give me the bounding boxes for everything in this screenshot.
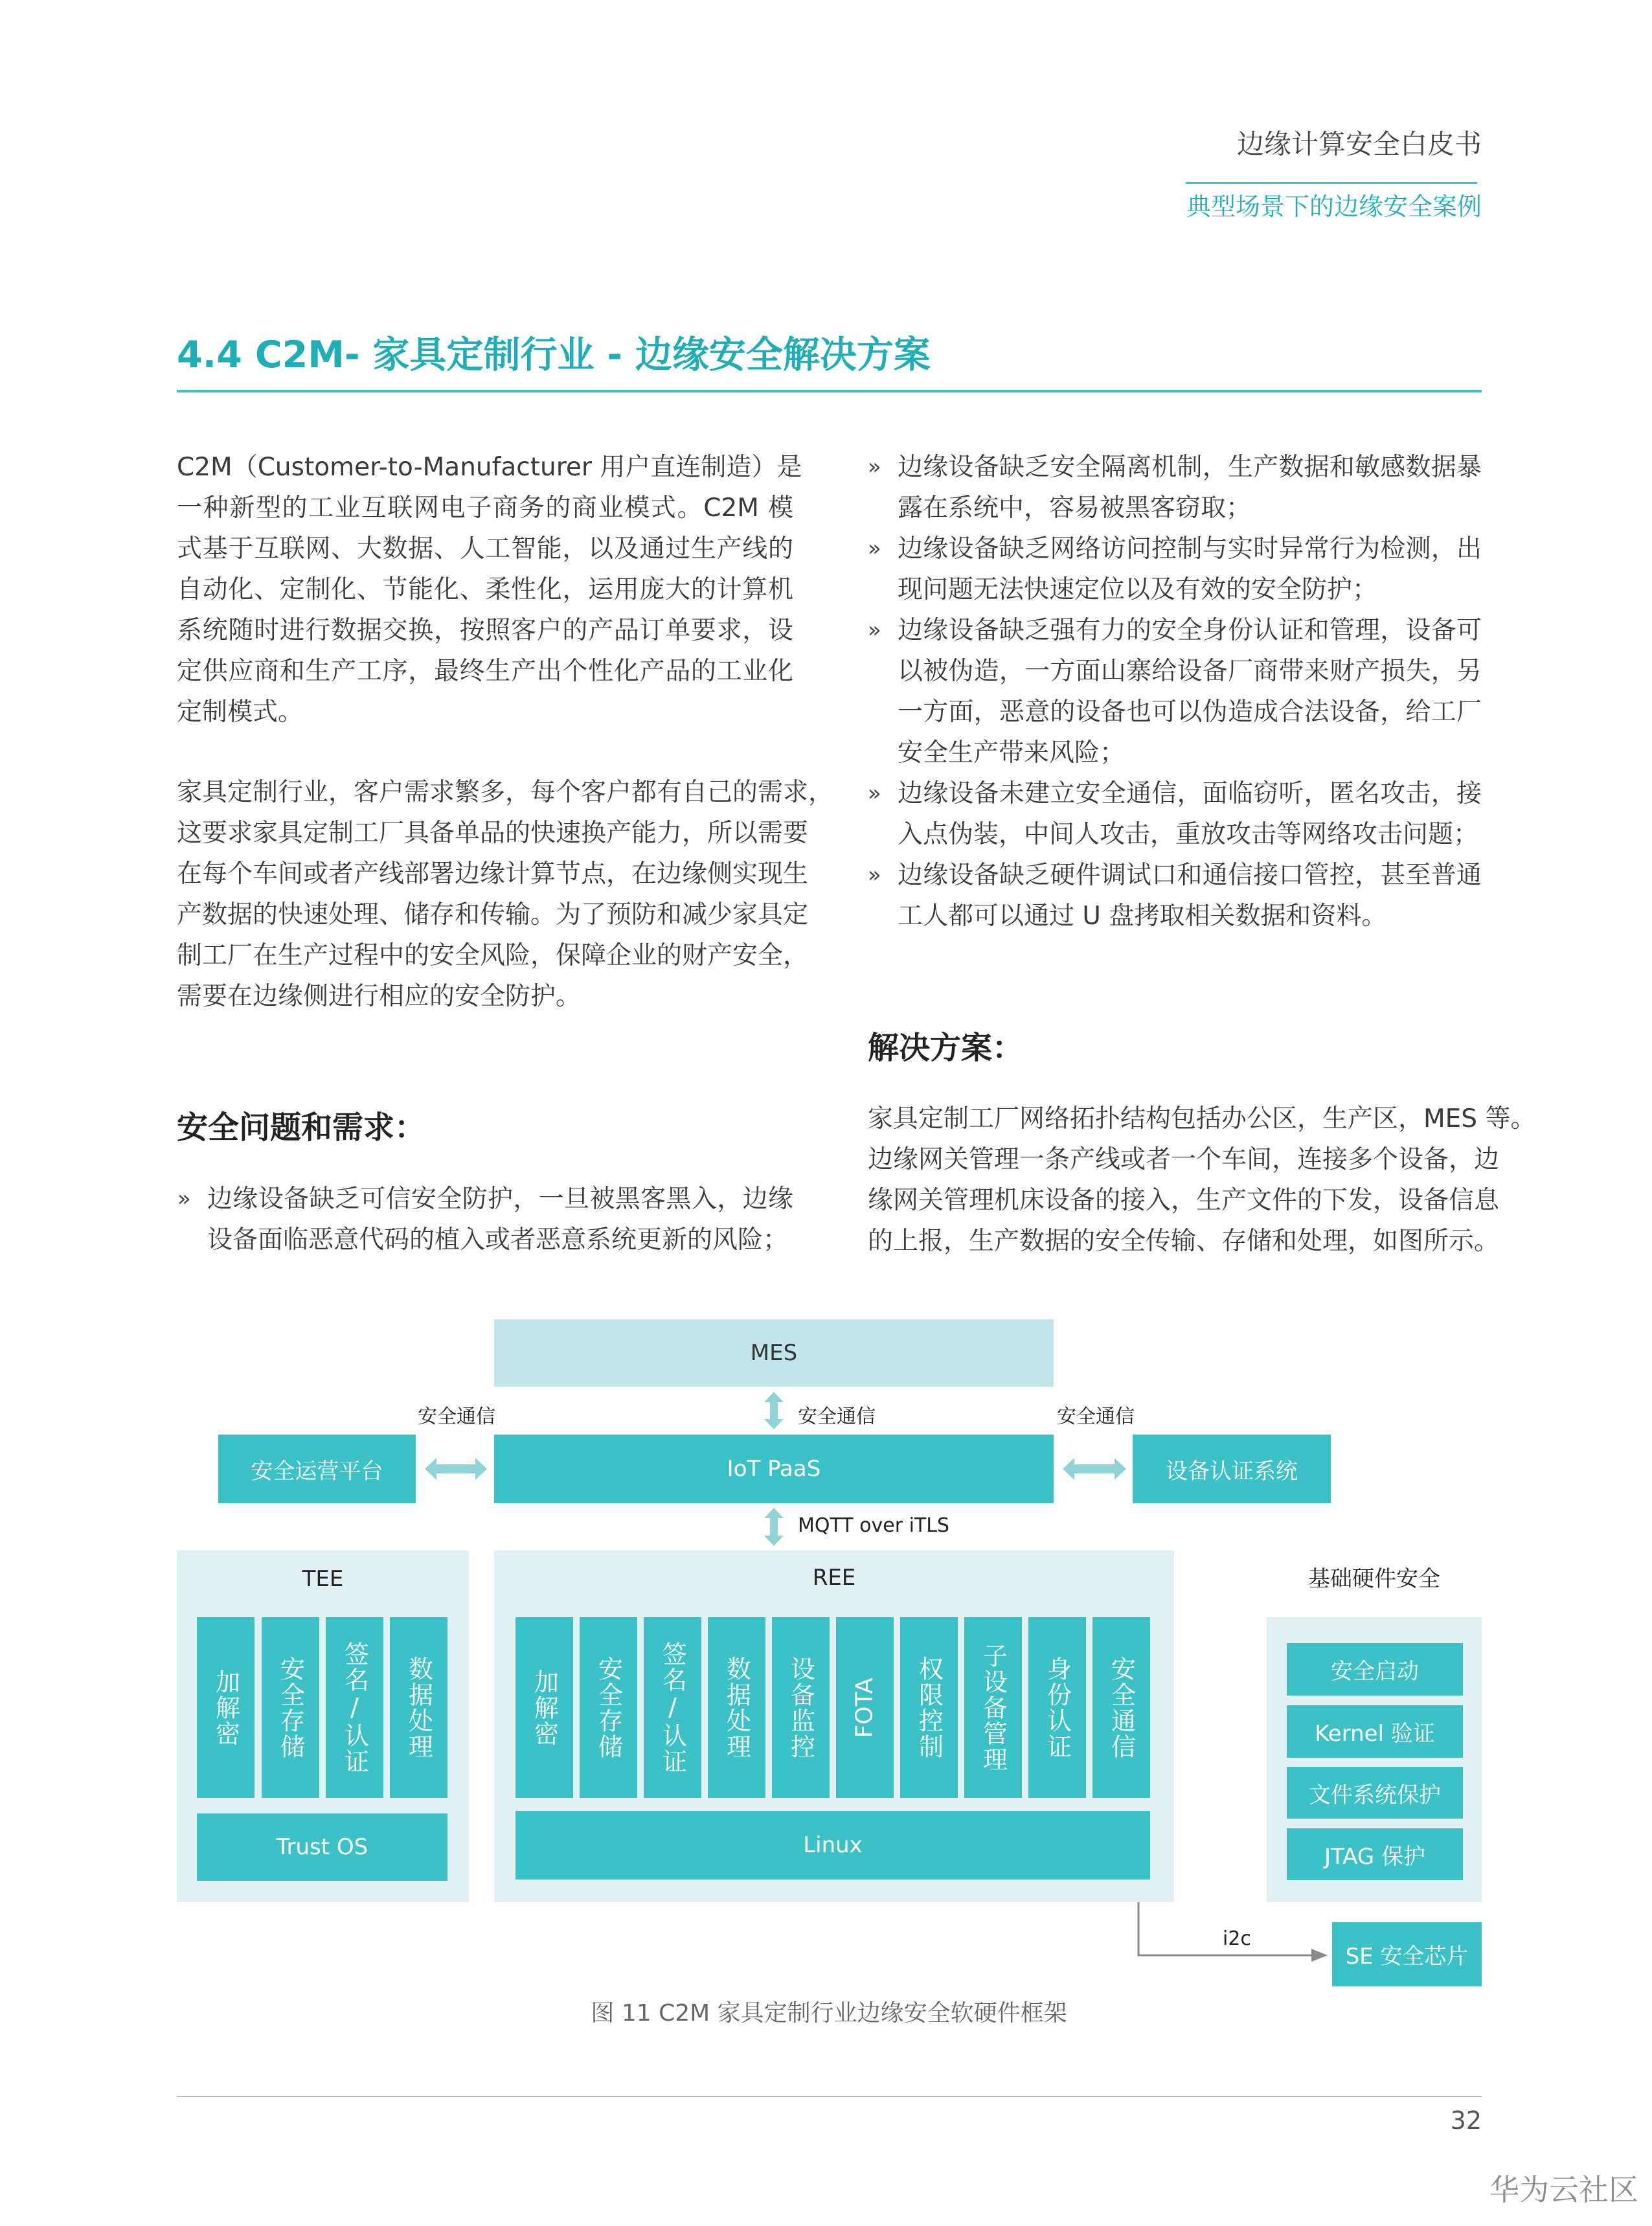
secure-comm-label: 安全通信 [1057,1405,1135,1428]
module-label: 签名/认证 [340,1641,369,1775]
ree-module [964,1617,1022,1798]
box-label: Kernel 验证 [1315,1721,1435,1747]
text-line: 需要在边缘侧进行相应的安全防护。 [177,982,582,1011]
text-line: 露在系统中，容易被黑客窃取； [898,494,1252,523]
problems-list-continued [868,447,1482,937]
list-item [868,528,1482,610]
chapter-subtitle: 典型场景下的边缘安全案例 [1186,192,1482,221]
list-item [868,855,1482,937]
mes-box [494,1319,1054,1387]
text-line: 自动化、定制化、节能化、柔性化，运用庞大的计算机 [177,575,793,604]
ree-module [644,1617,701,1798]
module-label: 安全存储 [276,1655,305,1760]
double-arrow-icon [770,1401,778,1420]
device-auth-system-box [1133,1435,1331,1503]
secure-comm-label: 安全通信 [798,1405,876,1428]
text-line: 边缘设备缺乏硬件调试口和通信接口管控，甚至普通 [898,861,1482,890]
i2c-label: i2c [1223,1927,1251,1950]
linux-box [515,1811,1150,1880]
hw-item [1287,1767,1463,1819]
iot-paas-box [494,1435,1054,1503]
text-line: 安全生产带来风险； [898,738,1126,767]
module-label: 数据处理 [404,1655,433,1760]
text-line: 一方面，恶意的设备也可以伪造成合法设备，给工厂 [898,698,1482,727]
module-label: 签名/认证 [658,1641,687,1775]
bullet-mark: » [868,862,881,888]
list-item [868,447,1482,528]
section-divider [177,390,1482,392]
text-line: 在每个车间或者产线部署边缘计算节点，在边缘侧实现生 [177,859,809,889]
text-line: 定制模式。 [177,698,304,727]
box-label: 设备认证系统 [1166,1458,1298,1484]
mqtt-label: MQTT over iTLS [798,1514,950,1537]
box-label: Linux [803,1832,863,1858]
tee-module [197,1617,255,1798]
text-line: 以被伪造，一方面山寨给设备厂商带来财产损失，另 [898,657,1482,686]
ree-title: REE [812,1565,856,1591]
module-label: 设备监控 [786,1655,815,1760]
text-line: 边缘设备缺乏强有力的安全身份认证和管理，设备可 [898,616,1482,645]
box-label: IoT PaaS [727,1456,821,1482]
tee-module [390,1617,447,1798]
text-line: 边缘设备缺乏可信安全防护，一旦被黑客黑入，边缘 [207,1185,793,1214]
footer-divider [177,2096,1482,2097]
double-arrow-icon [770,1517,778,1537]
secure-comm-label: 安全通信 [418,1405,495,1428]
section-title: 4.4 C2M- 家具定制行业 - 边缘安全解决方案 [177,334,931,376]
industry-paragraph [177,772,834,1017]
text-line: 缘网关管理机床设备的接入，生产文件的下发，设备信息 [868,1186,1500,1215]
tee-title: TEE [302,1566,344,1592]
bullet-mark: » [868,780,881,806]
box-label: 安全运营平台 [251,1458,383,1484]
module-label: 加解密 [530,1668,559,1747]
ree-module [580,1617,637,1798]
hw-item [1287,1705,1463,1758]
list-item [177,1179,793,1260]
document-title: 边缘计算安全白皮书 [1236,128,1482,160]
solution-heading: 解决方案： [868,1030,1024,1066]
bullet-mark: » [868,454,881,480]
problems-heading: 安全问题和需求： [177,1109,426,1146]
box-label: SE 安全芯片 [1345,1944,1469,1970]
ree-module [900,1617,958,1798]
module-label: 身份认证 [1043,1655,1072,1760]
text-line: 系统随时进行数据交换，按照客户的产品订单要求，设 [177,616,793,645]
intro-paragraph [177,447,802,733]
text-line: 入点伪装，中间人攻击，重放攻击等网络攻击问题； [898,820,1479,849]
bullet-mark: » [868,617,881,643]
hw-item [1287,1828,1463,1880]
text-line: 家具定制行业，客户需求繁多，每个客户都有自己的需求， [177,778,834,807]
text-line: 的上报，生产数据的安全传输、存储和处理，如图所示。 [868,1227,1500,1256]
list-item [868,610,1482,773]
box-label: 文件系统保护 [1309,1782,1441,1808]
double-arrow-icon [435,1464,477,1473]
tee-module [262,1617,319,1798]
text-line: 现问题无法快速定位以及有效的安全防护； [898,575,1378,604]
hw-item [1287,1643,1463,1696]
problems-list [177,1179,793,1260]
ree-module [1028,1617,1086,1798]
ree-module [836,1617,894,1798]
tee-module [326,1617,383,1798]
module-label: 子设备管理 [979,1642,1008,1773]
page-number: 32 [1450,2106,1482,2135]
security-ops-platform-box [218,1435,416,1503]
header-divider [1186,182,1477,184]
ree-module [515,1617,573,1798]
text-line: 边缘网关管理一条产线或者一个车间，连接多个设备，边 [868,1145,1500,1174]
double-arrow-icon [1073,1464,1116,1473]
bullet-mark: » [868,536,881,562]
bullet-mark: » [177,1186,191,1212]
ree-module [1092,1617,1150,1798]
solution-paragraph [868,1098,1536,1262]
figure-caption: 图 11 C2M 家具定制行业边缘安全软硬件框架 [591,2000,1067,2027]
trust-os-box [197,1813,447,1881]
text-line: 边缘设备缺乏网络访问控制与实时异常行为检测，出 [898,534,1482,563]
module-label: 加解密 [211,1668,240,1747]
list-item [868,773,1482,855]
text-line: 边缘设备缺乏安全隔离机制，生产数据和敏感数据暴 [898,453,1482,482]
text-line: 定供应商和生产工序，最终生产出个性化产品的工业化 [177,657,793,686]
box-label: JTAG 保护 [1324,1843,1425,1870]
mes-label: MES [750,1340,798,1366]
text-line: 产数据的快速处理、储存和传输。为了预防和减少家具定 [177,900,809,929]
text-line: 边缘设备未建立安全通信，面临窃听，匿名攻击，接 [898,779,1482,808]
ree-module [772,1617,830,1798]
text-line: 这要求家具定制工厂具备单品的快速换产能力，所以需要 [177,819,809,848]
se-chip-box [1332,1922,1482,1986]
text-line: 家具定制工厂网络拓扑结构包括办公区，生产区，MES 等。 [868,1104,1536,1133]
text-line: 工人都可以通过 U 盘拷取相关数据和资料。 [898,902,1387,931]
module-label: 数据处理 [722,1655,751,1760]
module-label: 安全通信 [1107,1655,1136,1760]
box-label: 安全启动 [1331,1659,1419,1685]
watermark: 华为云社区 [1489,2172,1638,2207]
text-line: 一种新型的工业互联网电子商务的商业模式。C2M 模 [177,494,793,523]
module-label: FOTA [851,1677,878,1738]
text-line: 制工厂在生产过程中的安全风险，保障企业的财产安全， [177,941,809,970]
text-line: 式基于互联网、大数据、人工智能，以及通过生产线的 [177,534,793,563]
module-label: 权限控制 [914,1655,944,1760]
text-line: C2M（Customer-to-Manufacturer 用户直连制造）是 [177,453,802,482]
box-label: Trust OS [276,1834,368,1860]
ree-module [708,1617,765,1798]
module-label: 安全存储 [594,1655,623,1760]
text-line: 设备面临恶意代码的植入或者恶意系统更新的风险； [207,1225,789,1255]
hardware-security-title: 基础硬件安全 [1308,1566,1440,1592]
